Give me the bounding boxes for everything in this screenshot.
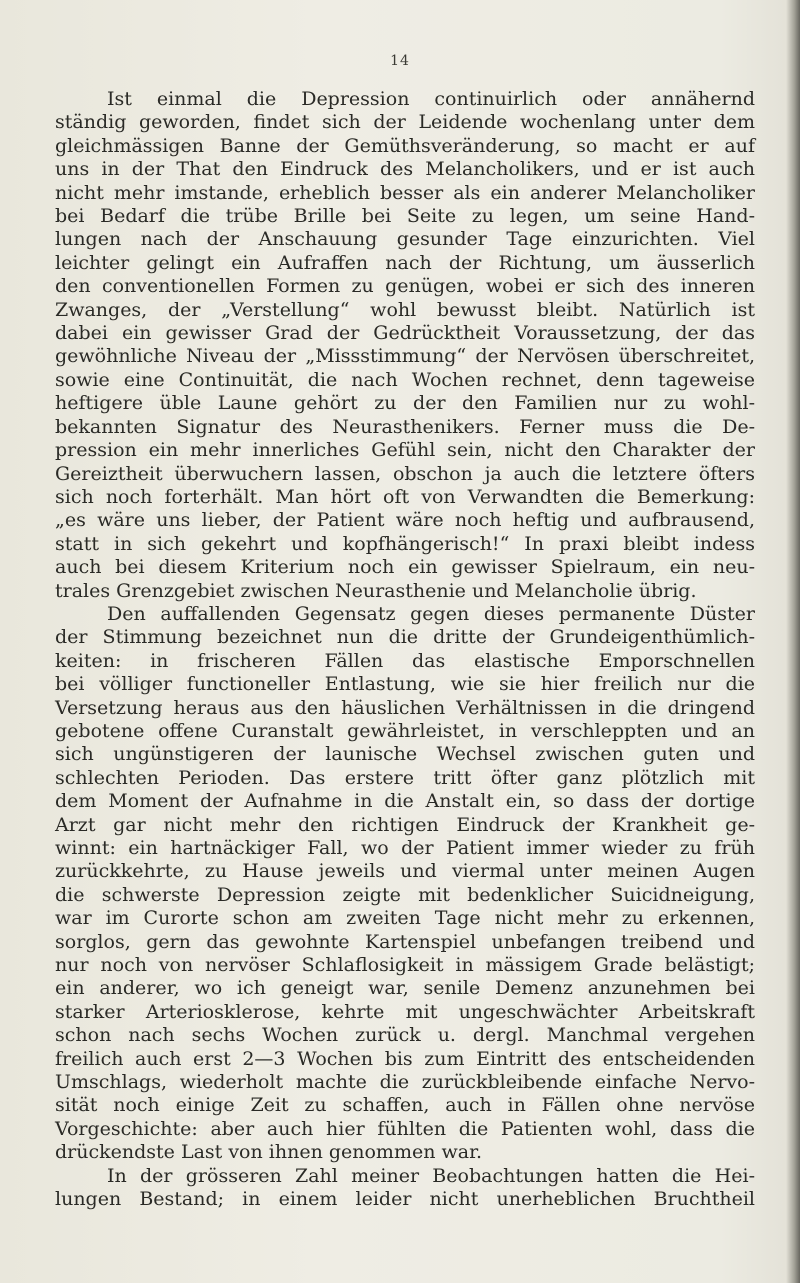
text-line: sowie eine Continuität, die nach Wochen rechnet, denn tageweise bbox=[55, 368, 755, 391]
text-line: drückendste Last von ihnen genommen war. bbox=[55, 1141, 483, 1164]
text-line: der Stimmung bezeichnet nun die dritte der Grundeigenthümlich- bbox=[55, 626, 755, 649]
text-line: „es wäre uns lieber, der Patient wäre noch heftig und aufbrausend, bbox=[55, 509, 755, 532]
text-line: auch bei diesem Kriterium noch ein gewisser Spielraum, ein neu- bbox=[55, 556, 755, 579]
page-number: 14 bbox=[390, 53, 410, 69]
page-edge-shadow bbox=[786, 0, 800, 1283]
text-line: In der grösseren Zahl meiner Beobachtungen hatten die Hei- bbox=[107, 1164, 755, 1187]
text-line: ein anderer, wo ich geneigt war, senile Demenz anzunehmen bei bbox=[55, 977, 755, 1000]
text-line: zurückkehrte, zu Hause jeweils und viermal unter meinen Augen bbox=[55, 860, 755, 883]
body-text bbox=[55, 88, 755, 1212]
text-line: Vorgeschichte: aber auch hier fühlten die Patienten wohl, dass die bbox=[55, 1117, 755, 1140]
text-line: Umschlags, wiederholt machte die zurückbleibende einfache Nervo- bbox=[55, 1071, 755, 1094]
text-line: uns in der That den Eindruck des Melancholikers, und er ist auch bbox=[55, 158, 755, 181]
text-line: sich ungünstigeren der launische Wechsel zwischen guten und bbox=[55, 743, 755, 766]
text-line: nicht mehr imstande, erheblich besser als ein anderer Melancholiker bbox=[55, 181, 755, 204]
text-line: Den auffallenden Gegensatz gegen dieses permanente Düster bbox=[107, 602, 755, 625]
text-line: sität noch einige Zeit zu schaffen, auch in Fällen ohne nervöse bbox=[55, 1094, 755, 1117]
text-line: war im Curorte schon am zweiten Tage nicht mehr zu erkennen, bbox=[55, 907, 755, 930]
text-line: freilich auch erst 2—3 Wochen bis zum Eintritt des entscheidenden bbox=[55, 1047, 755, 1070]
text-line: gebotene offene Curanstalt gewährleistet, in verschleppten und an bbox=[55, 719, 755, 742]
text-line: dem Moment der Aufnahme in die Anstalt ein, so dass der dortige bbox=[55, 790, 755, 813]
text-line: Zwanges, der „Verstellung“ wohl bewusst bleibt. Natürlich ist bbox=[55, 298, 755, 321]
text-line: sich noch forterhält. Man hört oft von Verwandten die Bemerkung: bbox=[55, 485, 755, 508]
text-line: pression ein mehr innerliches Gefühl sein, nicht den Charakter der bbox=[55, 439, 755, 462]
text-line: Arzt gar nicht mehr den richtigen Eindruck der Krankheit ge- bbox=[55, 813, 755, 836]
text-line: lungen Bestand; in einem leider nicht unerheblichen Bruchtheil bbox=[55, 1188, 755, 1211]
text-line: gewöhnliche Niveau der „Missstimmung“ der Nervösen überschreitet, bbox=[55, 345, 755, 368]
text-line: ständig geworden, findet sich der Leidende wochenlang unter dem bbox=[55, 111, 755, 134]
text-line: bekannten Signatur des Neurasthenikers. Ferner muss die De- bbox=[55, 415, 755, 438]
text-line: winnt: ein hartnäckiger Fall, wo der Patient immer wieder zu früh bbox=[55, 837, 755, 859]
text-line: dabei ein gewisser Grad der Gedrücktheit Voraussetzung, der das bbox=[55, 322, 755, 345]
text-line: den conventionellen Formen zu genügen, wobei er sich des inneren bbox=[55, 275, 755, 298]
text-line: bei völliger functioneller Entlastung, wie sie hier freilich nur die bbox=[55, 673, 755, 696]
text-line: Gereiztheit überwuchern lassen, obschon ja auch die letztere öfters bbox=[55, 462, 755, 485]
text-line: gleichmässigen Banne der Gemüthsveränderung, so macht er auf bbox=[55, 134, 755, 157]
text-line: nur noch von nervöser Schlaflosigkeit in mässigem Grade belästigt; bbox=[55, 954, 755, 977]
text-line: lungen nach der Anschauung gesunder Tage einzurichten. Viel bbox=[55, 228, 755, 251]
text-line: leichter gelingt ein Aufraffen nach der Richtung, um äusserlich bbox=[55, 251, 755, 274]
text-line: schlechten Perioden. Das erstere tritt öfter ganz plötzlich mit bbox=[55, 766, 755, 789]
text-line: heftigere üble Laune gehört zu der den Familien nur zu wohl- bbox=[55, 392, 755, 415]
text-line: Ist einmal die Depression continuirlich oder annähernd bbox=[107, 88, 755, 110]
text-line: statt in sich gekehrt und kopfhängerisch!“ In praxi bleibt indess bbox=[55, 532, 755, 555]
text-line: keiten: in frischeren Fällen das elastische Emporschnellen bbox=[55, 649, 755, 672]
text-line: trales Grenzgebiet zwischen Neurasthenie und Melancholie übrig. bbox=[55, 579, 697, 602]
text-line: sorglos, gern das gewohnte Kartenspiel unbefangen treibend und bbox=[55, 930, 755, 953]
text-line: schon nach sechs Wochen zurück u. dergl. Manchmal vergehen bbox=[55, 1024, 755, 1047]
text-line: die schwerste Depression zeigte mit bedenklicher Suicidneigung, bbox=[55, 883, 755, 906]
text-line: bei Bedarf die trübe Brille bei Seite zu legen, um seine Hand- bbox=[55, 205, 755, 228]
text-line: starker Arteriosklerose, kehrte mit ungeschwächter Arbeitskraft bbox=[55, 1000, 755, 1023]
text-line: Versetzung heraus aus den häuslichen Verhältnissen in die dringend bbox=[55, 696, 755, 719]
